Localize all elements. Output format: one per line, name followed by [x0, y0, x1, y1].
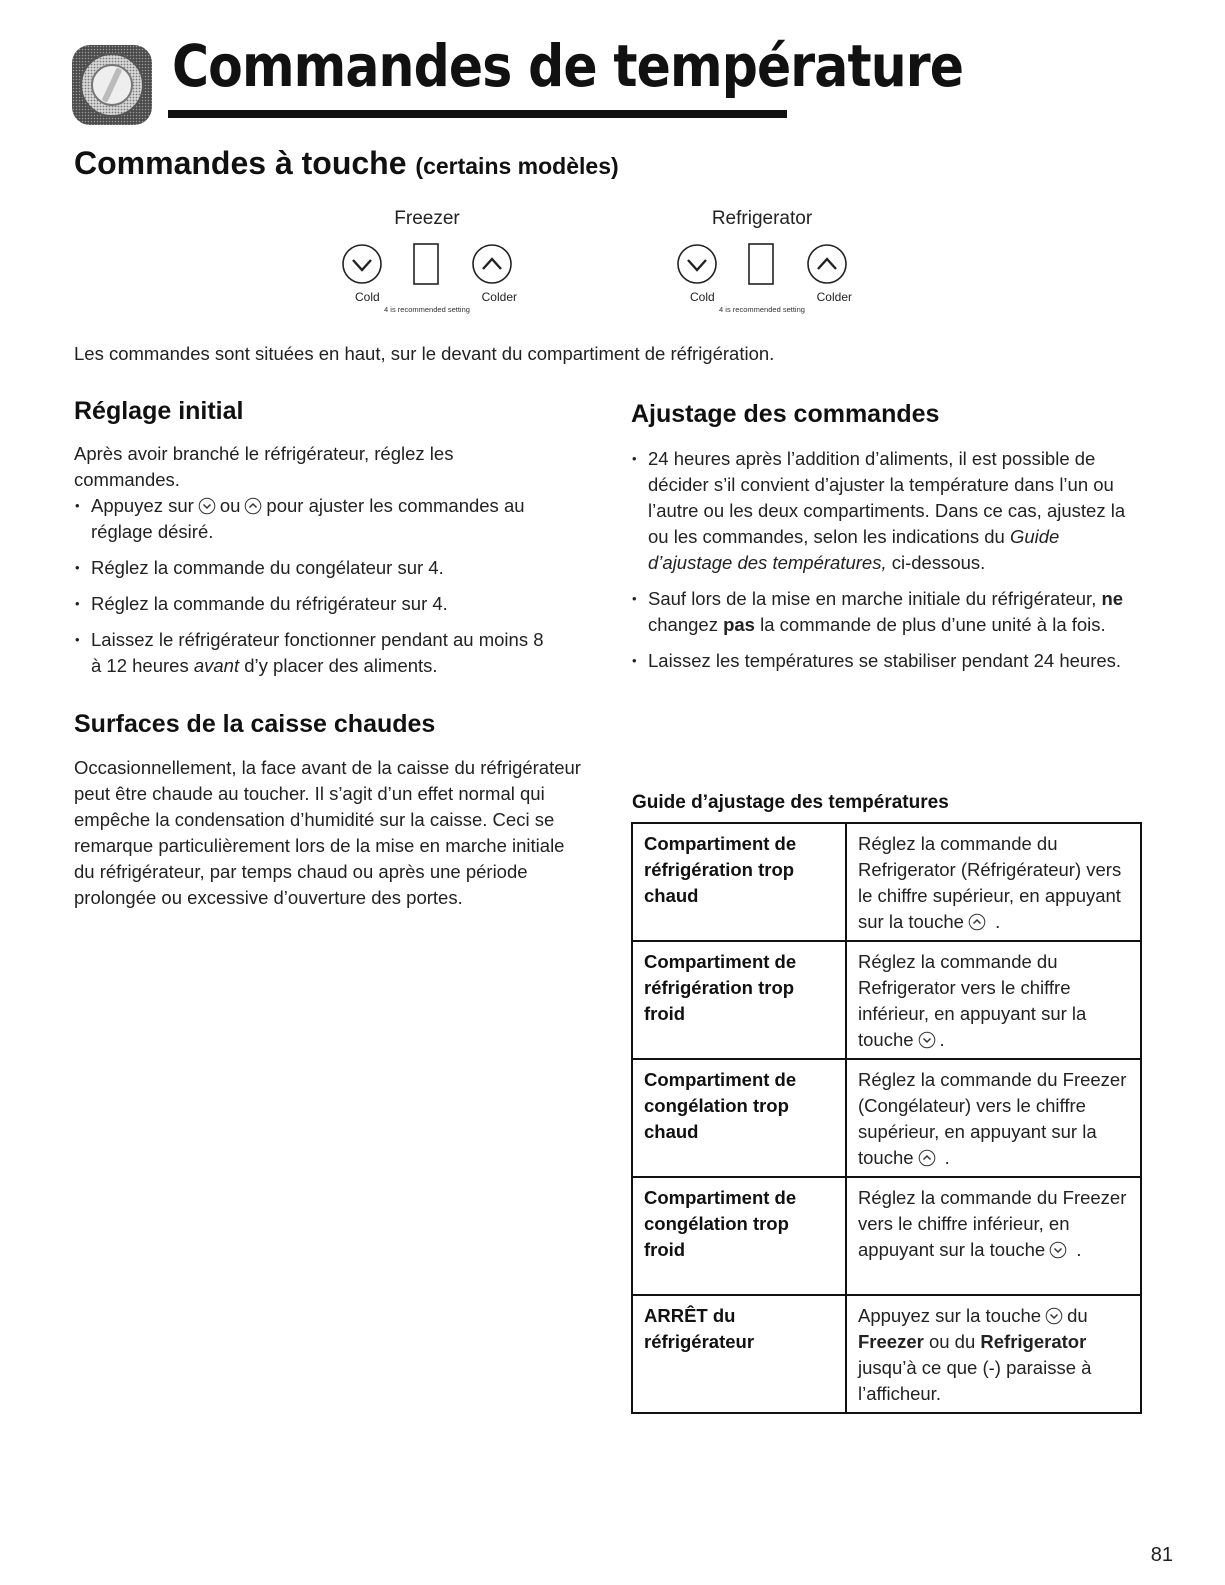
condition-cell: Compartiment de congélation trop froid [632, 1177, 846, 1295]
reglage-list [74, 493, 544, 679]
freezer-recommended-note: 4 is recommended setting [384, 305, 470, 314]
freezer-control-panel [337, 208, 517, 318]
freezer-controls [337, 238, 517, 290]
refrigerator-up-button[interactable] [808, 245, 846, 283]
refrigerator-label: Refrigerator [711, 208, 813, 229]
list-item [631, 446, 1143, 576]
freezer-up-button[interactable] [473, 245, 511, 283]
action-text: Réglez la commande du Freezer vers le chiffre inférieur, en appuyant sur la touche [858, 1187, 1127, 1260]
bullet-text: ci-dessous. [891, 552, 986, 573]
down-arrow-button-icon [1049, 1241, 1067, 1259]
bullet-emphasis: avant [193, 655, 240, 676]
down-arrow-button-icon [1045, 1307, 1063, 1325]
freezer-colder-label: Colder [481, 290, 517, 304]
bullet-text: changez [648, 614, 718, 635]
table-row [632, 1295, 1141, 1413]
table-row [632, 941, 1141, 1059]
refrigerator-display [749, 244, 773, 284]
temperature-guide-table [631, 822, 1142, 1414]
list-item: • Réglez la commande du réfrigérateur sur 4. [74, 591, 544, 617]
intro-text: Les commandes sont situées en haut, sur le devant du compartiment de réfrigération. [74, 343, 775, 364]
page-number: 81 [1150, 1544, 1173, 1566]
surfaces-paragraph: Occasionnellement, la face avant de la caisse du réfrigérateur peut être chaude au toucher. Il s’agit d’un effet normal qui empêche la condensation d’humidité sur la caisse. Ceci se remarque particulièrement lors de la mise en marche initiale du réfrigérateur, par temps chaud ou après une période prolongée ou excessive d’ouverture des portes. [74, 757, 581, 908]
bullet-text: la commande de plus d’une unité à la fois. [760, 614, 1106, 635]
bullet-text: 24 heures après l’addition d’aliments, il est possible de décider s’il convient d’ajuster la température dans l’un ou l’autre ou les deux compartiments. Dans ce cas, ajustez la ou les commandes, selon les indications du [648, 448, 1126, 547]
refrigerator-control-panel [672, 208, 852, 318]
action-cell: Réglez la commande du Refrigerator vers le chiffre inférieur, en appuyant sur la touche . [846, 941, 1141, 1059]
reglage-section [74, 441, 544, 679]
guide-title: Guide d’ajustage des températures [632, 792, 949, 813]
refrigerator-recommended-note: 4 is recommended setting [719, 305, 805, 314]
page-title: Commandes de température [172, 32, 964, 100]
bullet-text: d’y placer des aliments. [244, 655, 438, 676]
section-title-note: (certains modèles) [415, 153, 619, 179]
bullet-text: Laissez le réfrigérateur fonctionner pendant au moins 8 à 12 heures [91, 629, 544, 676]
refrigerator-cold-label: Cold [690, 290, 715, 304]
list-item: • Laissez les températures se stabiliser pendant 24 heures. [631, 648, 1143, 674]
condition-cell: ARRÊT du réfrigérateur [632, 1295, 846, 1413]
refrigerator-down-button[interactable] [678, 245, 716, 283]
surfaces-heading: Surfaces de la caisse chaudes [74, 710, 436, 738]
freezer-down-button[interactable] [343, 245, 381, 283]
thermostat-dial-icon [72, 45, 152, 125]
down-arrow-button-icon [918, 1031, 936, 1049]
freezer-label: Freezer [394, 208, 460, 229]
up-arrow-button-icon [918, 1149, 936, 1167]
action-cell: Réglez la commande du Freezer (Congélateur) vers le chiffre supérieur, en appuyant sur la touche . [846, 1059, 1141, 1177]
reglage-heading: Réglage initial [74, 397, 244, 425]
list-item [74, 627, 544, 679]
bullet-text: Appuyez sur [91, 495, 194, 516]
title-underline [168, 110, 787, 118]
freezer-display [414, 244, 438, 284]
bullet-bold: pas [723, 614, 755, 635]
action-cell: Réglez la commande du Freezer vers le chiffre inférieur, en appuyant sur la touche . [846, 1177, 1141, 1295]
action-text: Réglez la commande du Refrigerator (Réfrigérateur) vers le chiffre supérieur, en appuyant sur la touche [858, 833, 1122, 932]
action-text: ou du [928, 1331, 976, 1352]
list-item: • Réglez la commande du congélateur sur 4. [74, 555, 544, 581]
action-text: Réglez la commande du Refrigerator vers le chiffre inférieur, en appuyant sur la touche [858, 951, 1087, 1050]
list-item [631, 586, 1143, 638]
ajustage-heading: Ajustage des commandes [631, 400, 940, 428]
action-cell: Réglez la commande du Refrigerator (Réfrigérateur) vers le chiffre supérieur, en appuyant sur la touche . [846, 823, 1141, 941]
action-bold: Refrigerator [980, 1331, 1087, 1352]
bullet-bold: ne [1101, 588, 1124, 609]
refrigerator-controls [672, 238, 852, 290]
action-text: Appuyez sur la touche [858, 1305, 1042, 1326]
condition-cell: Compartiment de réfrigération trop chaud [632, 823, 846, 941]
bullet-text: Sauf lors de la mise en marche initiale du réfrigérateur, [648, 588, 1097, 609]
bullet-text: pour ajuster les commandes au réglage désiré. [91, 495, 525, 542]
ajustage-list [631, 446, 1143, 674]
section-title-main: Commandes à touche [74, 145, 407, 181]
table-row [632, 1059, 1141, 1177]
reglage-paragraph: Après avoir branché le réfrigérateur, réglez les commandes. [74, 443, 454, 490]
bullet-text: ou [219, 495, 241, 516]
section-title [74, 145, 619, 182]
bullet-emphasis: Guide d’ajustage des températures, [648, 526, 1060, 573]
action-text: du [1067, 1305, 1088, 1326]
table-row [632, 1177, 1141, 1295]
action-text: Réglez la commande du Freezer (Congélateur) vers le chiffre supérieur, en appuyant sur la touche [858, 1069, 1127, 1168]
table-row [632, 823, 1141, 941]
down-arrow-button-icon [198, 497, 216, 515]
freezer-cold-label: Cold [355, 290, 380, 304]
list-item [74, 493, 544, 545]
up-arrow-button-icon [968, 913, 986, 931]
action-bold: Freezer [858, 1331, 924, 1352]
action-text: jusqu’à ce que (-) paraisse à l’afficheur. [858, 1357, 1092, 1404]
refrigerator-colder-label: Colder [816, 290, 852, 304]
action-cell [846, 1295, 1141, 1413]
condition-cell: Compartiment de congélation trop chaud [632, 1059, 846, 1177]
up-arrow-button-icon [244, 497, 262, 515]
condition-cell: Compartiment de réfrigération trop froid [632, 941, 846, 1059]
